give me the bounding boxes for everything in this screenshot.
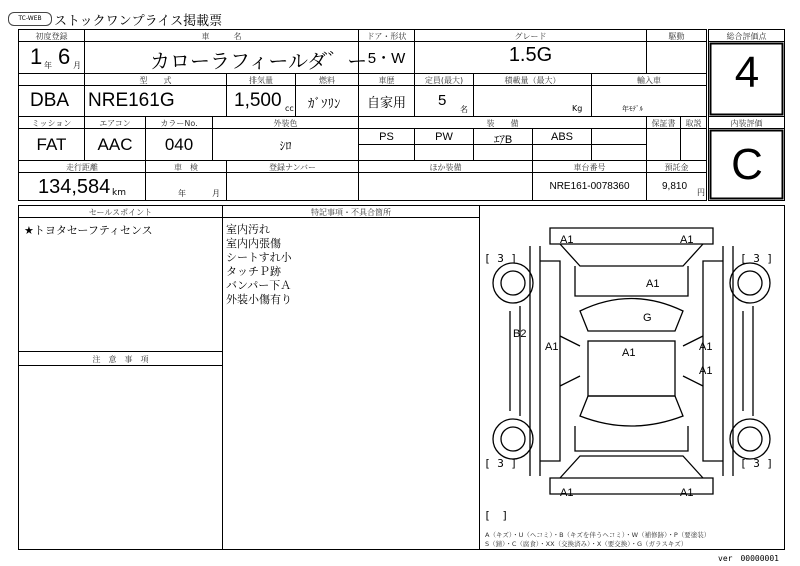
damage-mark: G — [643, 312, 652, 324]
first-reg-year: 1 — [30, 44, 43, 69]
car-name: カローラフィールダ゛ー — [150, 49, 368, 73]
remarks-heading: 特記事項・不具合箇所 — [311, 208, 391, 217]
model: NRE161G — [88, 90, 175, 111]
header-other-equip: ほか装備 — [429, 163, 462, 172]
import-model-year: 年ﾓﾃﾞﾙ — [622, 105, 643, 113]
deposit-unit: 円 — [697, 188, 705, 197]
header-color-no: カラーNo. — [160, 119, 198, 128]
header-load: 積載量（最大） — [504, 76, 561, 85]
header-deposit: 預託金 — [664, 163, 689, 172]
header-interior-grade: 内装評価 — [730, 119, 763, 128]
header-car-name: 車 名 — [201, 32, 242, 41]
remark-line-6: 外装小傷有り — [226, 293, 292, 306]
equip-4: ABS — [550, 131, 573, 143]
legend-line-1: A（キズ）・U（ヘコミ）・B（キズを伴うヘコミ）・W（補修跡）・P（要塗装） — [485, 531, 711, 539]
header-mission: ミッション — [31, 119, 72, 128]
interior-grade: C — [731, 140, 763, 189]
mission: FAT — [36, 135, 67, 154]
remark-line-1: 室内汚れ — [226, 223, 270, 236]
header-capacity: 定員(最大) — [424, 76, 464, 85]
displacement-unit: cc — [285, 104, 294, 113]
remark-line-5: バンパー下Ａ — [226, 279, 292, 292]
bracket-front-right: [ 3 ] — [740, 252, 774, 265]
aircon: AAC — [97, 135, 133, 154]
damage-mark: A1 — [560, 487, 574, 499]
model-prefix: DBA — [30, 90, 70, 111]
car-damage-diagram — [480, 206, 784, 526]
displacement: 1,500 — [234, 90, 282, 111]
mileage-unit: km — [112, 188, 126, 198]
damage-mark: A1 — [699, 365, 713, 377]
header-import: 輸入車 — [637, 76, 661, 85]
remark-line-3: シートすれ小 — [226, 251, 292, 264]
exterior-color: ｼﾛ — [279, 139, 292, 153]
header-grade: グレード — [514, 32, 547, 41]
vehicle-history: 自家用 — [366, 96, 406, 111]
header-model: 型 式 — [139, 76, 172, 85]
header-mileage: 走行距離 — [66, 163, 98, 172]
deposit: 9,810 — [662, 181, 688, 192]
header-first-registration: 初度登録 — [35, 32, 68, 41]
sales-point-text: ★トヨタセーフティセンス — [24, 224, 153, 237]
equip-3: ｴｱB — [493, 134, 513, 146]
header-aircon: エアコン — [99, 119, 131, 128]
equip-1: PS — [379, 131, 394, 143]
first-reg-year-unit: 年 — [44, 61, 52, 70]
header-overall-grade: 総合評価点 — [726, 32, 767, 41]
mileage: 134,584 — [38, 176, 111, 198]
header-plate: 登録ナンバー — [268, 163, 317, 172]
remark-line-2: 室内内張傷 — [226, 237, 281, 250]
version-label: ver 00000001 — [718, 554, 779, 563]
bracket-bottom: [ ] — [484, 509, 509, 522]
overall-grade: 4 — [734, 48, 760, 97]
fuel: ｶﾞｿﾘﾝ — [308, 97, 341, 112]
damage-mark: A1 — [545, 341, 559, 353]
remark-line-4: タッチＰ跡 — [226, 265, 281, 278]
damage-mark: A1 — [680, 234, 694, 246]
header-warranty: 保証書 — [651, 119, 676, 128]
header-drive: 駆動 — [668, 32, 685, 41]
header-history: 車歴 — [378, 76, 395, 85]
damage-mark: A1 — [680, 487, 694, 499]
header-inspection: 車 検 — [174, 163, 198, 172]
sales-points-heading: セールスポイント — [88, 208, 153, 217]
inspection-year-unit: 年 — [178, 189, 186, 198]
bracket-rear-left: [ 3 ] — [484, 457, 518, 470]
header-exterior: 外装色 — [273, 119, 298, 128]
capacity: 5 — [438, 92, 447, 109]
damage-mark: A1 — [699, 341, 713, 353]
page-title: ストックワンプライス掲載票 — [54, 14, 223, 29]
header-fuel: 燃料 — [319, 76, 335, 85]
first-reg-month: 6 — [58, 44, 71, 69]
inspection-month-unit: 月 — [212, 189, 220, 198]
chassis-number: NRE161-0078360 — [549, 181, 630, 192]
grade: 1.5G — [508, 44, 553, 66]
bracket-rear-right: [ 3 ] — [740, 457, 774, 470]
equip-2: PW — [435, 131, 453, 143]
color-no: 040 — [164, 135, 194, 154]
damage-mark: A1 — [646, 278, 660, 290]
damage-mark: A1 — [560, 234, 574, 246]
first-reg-month-unit: 月 — [73, 61, 81, 70]
header-displacement: 排気量 — [249, 76, 273, 85]
damage-mark: B2 — [513, 328, 527, 340]
damage-mark: A1 — [622, 347, 636, 359]
legend-line-2: S（錆）・C（腐食）・XX（交換済み）・X（要交換）・G（ガラスキズ） — [485, 540, 688, 548]
header-equipment: 装 備 — [486, 119, 519, 128]
bracket-front-left: [ 3 ] — [484, 252, 518, 265]
notes-heading: 注 意 事 項 — [92, 355, 149, 364]
door-type: 5・W — [367, 50, 406, 67]
capacity-unit: 名 — [460, 105, 468, 114]
logo: TC-WEB — [8, 12, 52, 26]
load-unit: Kg — [572, 104, 583, 113]
header-chassis: 車台番号 — [573, 163, 606, 172]
header-manual: 取説 — [685, 119, 702, 128]
header-doors: ドア・形状 — [366, 32, 407, 41]
